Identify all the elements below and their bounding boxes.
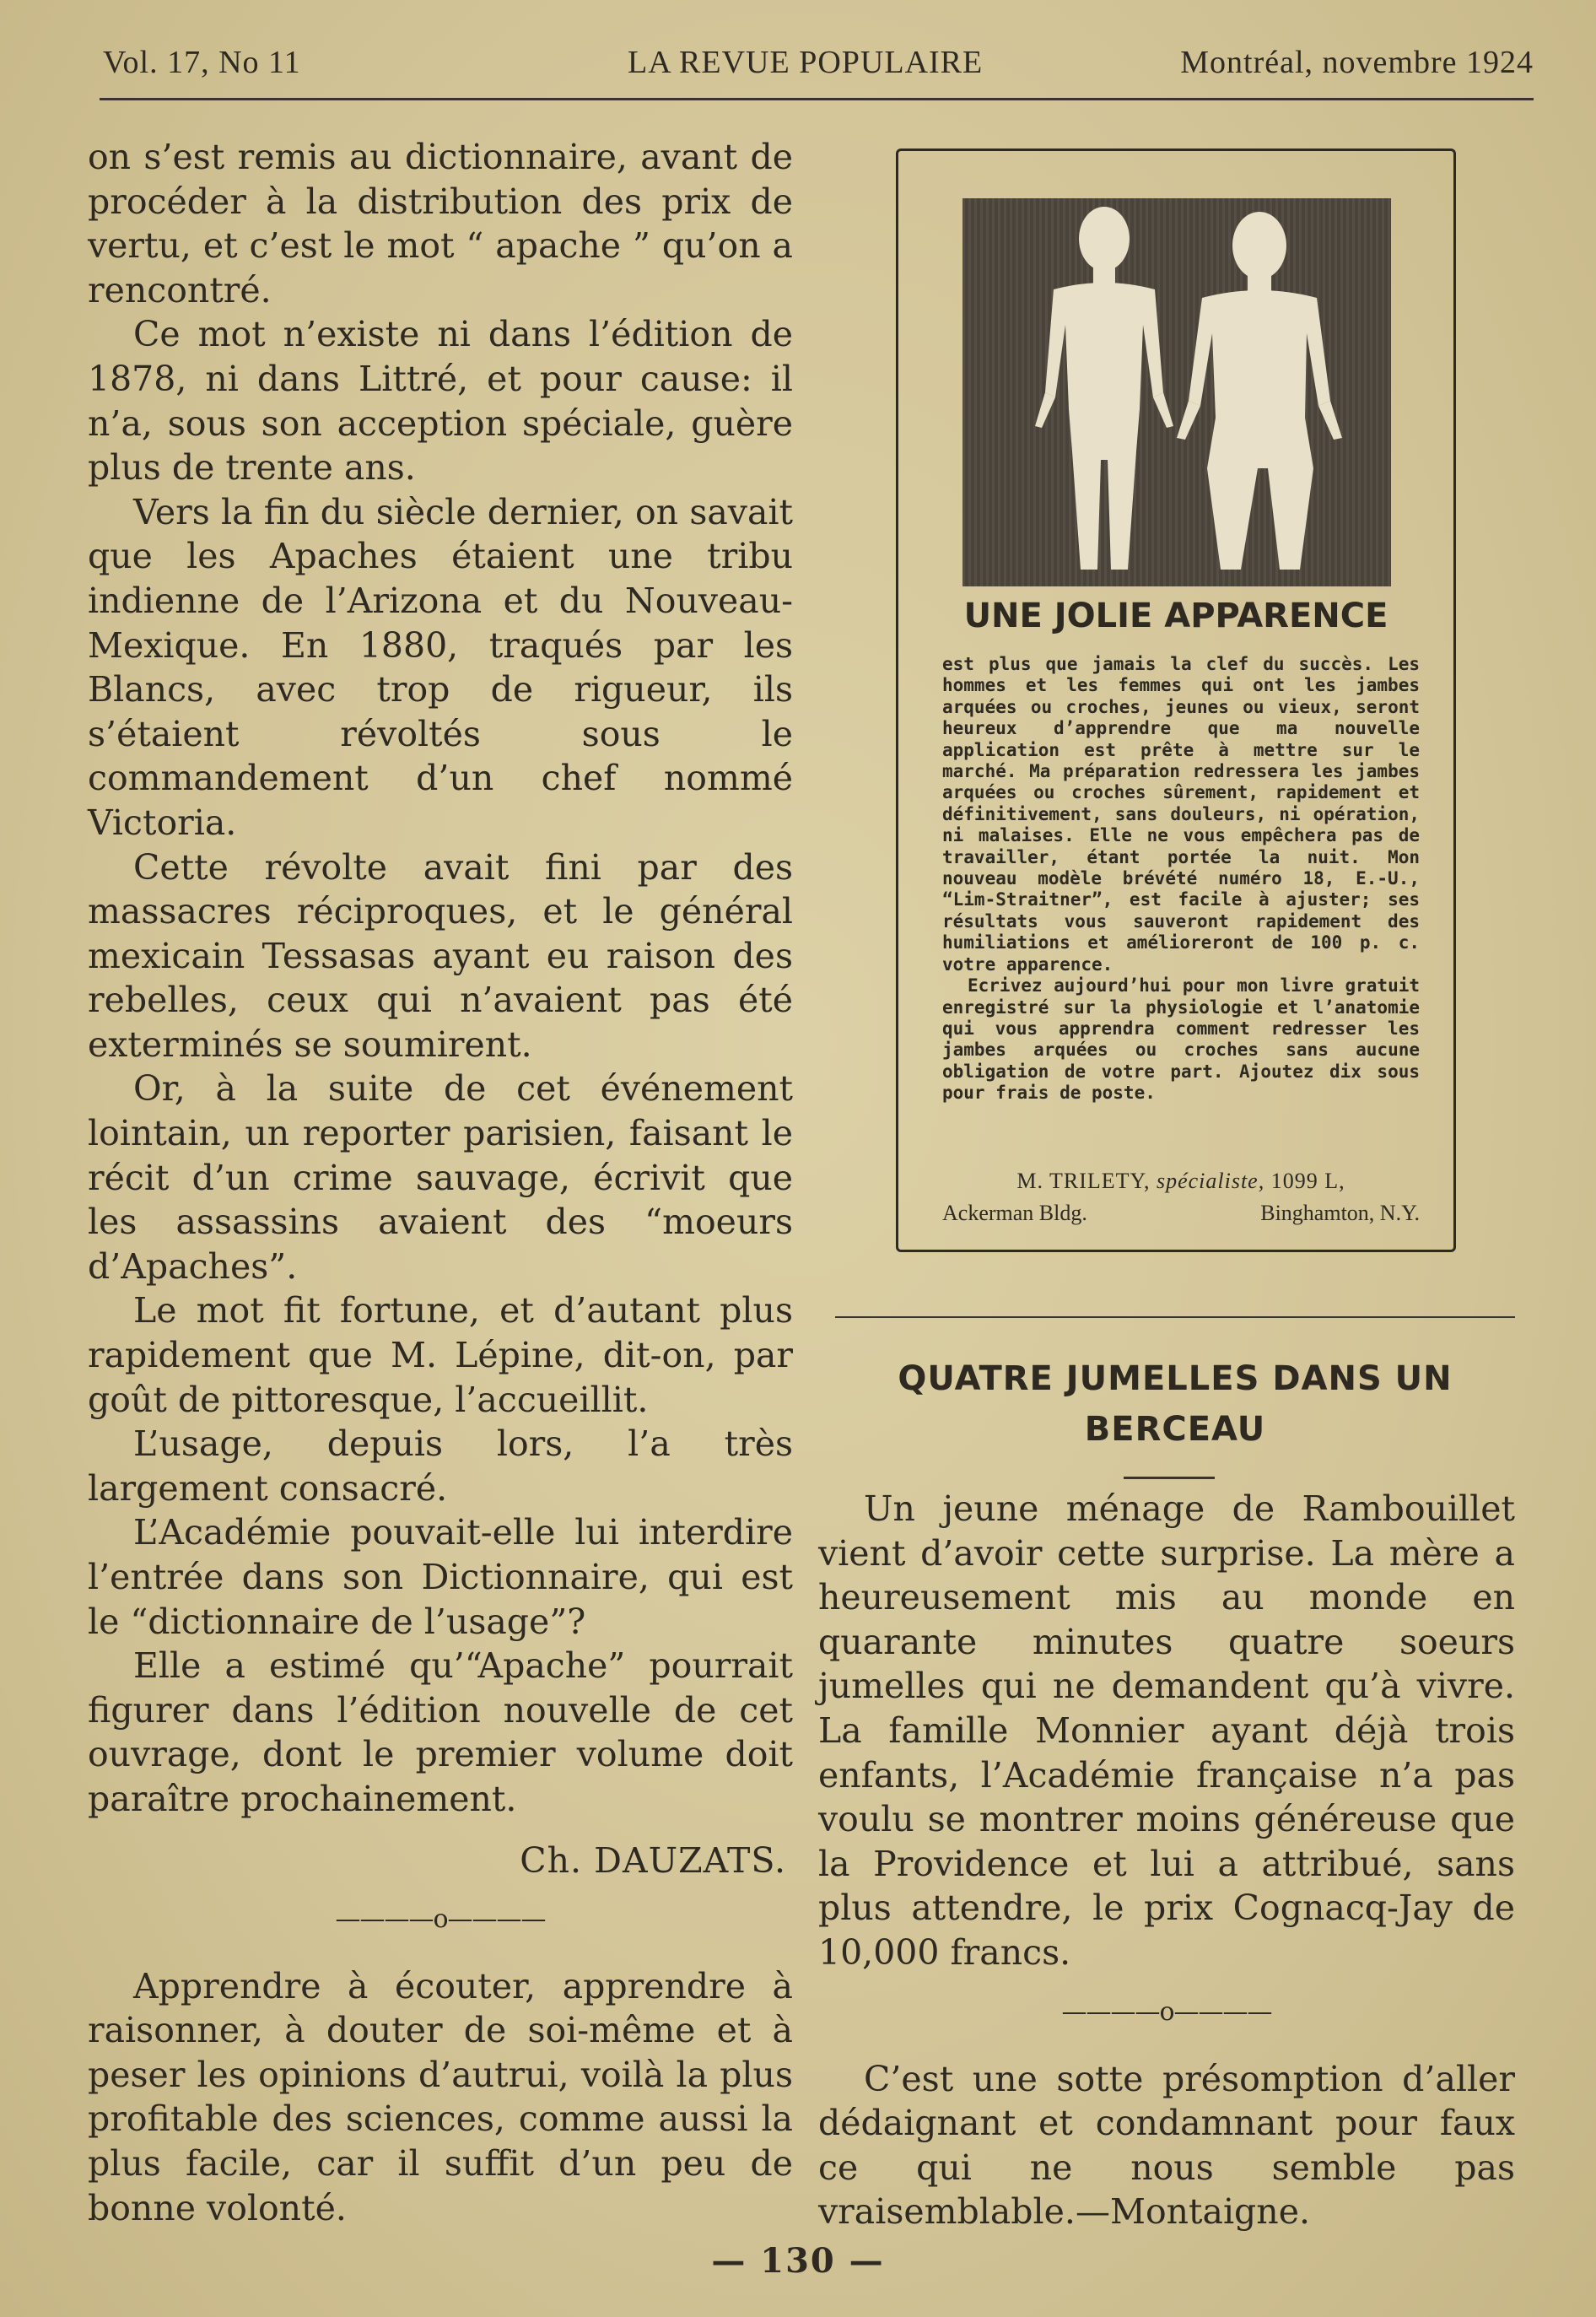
article-headline — [835, 1353, 1515, 1455]
paragraph: L’usage, depuis lors, l’a très largement consacré. — [88, 1423, 793, 1509]
publication-title: LA REVUE POPULAIRE — [628, 45, 984, 80]
advertisement-box — [896, 149, 1456, 1252]
left-figure — [1035, 207, 1173, 570]
paragraph: on s’est remis au dictionnaire, avant de procéder à la distribution des prix de vertu, et c’est le mot “ apache ” qu’on a rencontré. — [88, 137, 793, 311]
page-number: — 130 — — [711, 2241, 885, 2281]
right-column — [818, 1487, 1515, 2234]
separator: ————o———— — [1061, 1996, 1272, 2027]
paragraph: Vers la fin du siècle dernier, on savait que les Apaches étaient une tribu indienne de l’Arizona et du Nouveau-Mexique. En 1880, traqués par les Blancs, avec trop de rigueur, ils s’étaient révoltés sous le commandement d’un chef nommé Victoria. — [88, 491, 793, 843]
paragraph: Ce mot n’existe ni dans l’édition de 1878, ni dans Littré, et pour cause: il n’a, sous son acception spéciale, guère plus de trente ans. — [88, 314, 793, 489]
ad-title: UNE JOLIE APPARENCE — [963, 597, 1388, 635]
advertiser-role: spécialiste, — [1156, 1169, 1265, 1193]
quote-paragraph: C’est une sotte présomption d’aller dédaignant et condamnant pour faux ce qui ne nous semble pas vraisemblable.—Montaigne. — [818, 2058, 1515, 2233]
headline-rule — [1124, 1477, 1215, 1479]
paragraph: Cette révolte avait fini par des massacres réciproques, et le général mexicain Tessasas ayant eu raison des rebelles, ceux qui n’avaient pas été exterminés se soumirent. — [88, 846, 793, 1065]
advertiser-name: M. TRILETY, — [1016, 1169, 1151, 1193]
header-rule — [100, 98, 1534, 100]
advertiser-address — [942, 1201, 1420, 1226]
advertiser-line — [942, 1169, 1420, 1194]
advertiser-number: 1099 L, — [1270, 1169, 1345, 1193]
volume-number: Vol. 17, No 11 — [103, 45, 301, 80]
headline-line: QUATRE JUMELLES DANS UN — [898, 1359, 1453, 1398]
right-figure — [1177, 212, 1342, 570]
author-signature: Ch. DAUZATS. — [520, 1839, 786, 1881]
paragraph: Or, à la suite de cet événement lointain, un reporter parisien, faisant le récit d’un crime sauvage, écrivit que les assassins avaient des “moeurs d’Apaches”. — [88, 1068, 793, 1287]
paragraph: Elle a estimé qu’“Apache” pourrait figurer dans l’édition nouvelle de cet ouvrage, dont le premier volume doit paraître prochainement. — [88, 1645, 793, 1819]
section-rule — [835, 1316, 1515, 1318]
ad-paragraph: est plus que jamais la clef du succès. Les hommes et les femmes qui ont les jambes arquées ou croches, jeunes ou vieux, seront heureux d’apprendre que ma nouvelle application est prête à mettre sur le marché. Ma préparation redressera les jambes arquées ou croches sûrement, rapidement et définitivement, sans douleurs, ni opération, ni malaises. Elle ne vous empêchera pas de travailler, étant portée la nuit. Mon nouveau modèle brévété numéro 18, E.-U., “Lim-Straitner”, est facile à ajuster; ses résultats vous sauveront rapidement des humiliations et amélioreront de 100 p. c. votre apparence. — [942, 654, 1420, 975]
paragraph: Le mot fit fortune, et d’autant plus rapidement que M. Lépine, dit-on, par goût de pittoresque, l’accueillit. — [88, 1290, 793, 1420]
advertiser-building: Ackerman Bldg. — [942, 1201, 1087, 1225]
ad-body — [942, 654, 1420, 1104]
advertiser-city: Binghamton, N.Y. — [1260, 1201, 1420, 1225]
place-date: Montréal, novembre 1924 — [1180, 45, 1534, 80]
separator: ————o———— — [335, 1904, 546, 1934]
paragraph: L’Académie pouvait-elle lui interdire l’entrée dans son Dictionnaire, qui est le “dictionnaire de l’usage”? — [88, 1512, 793, 1642]
running-header — [100, 44, 1534, 95]
ad-paragraph: Ecrivez aujourd’hui pour mon livre gratuit enregistré sur la physiologie et l’anatomie qui vous apprendra comment redresser les jambes arquées ou croches sans aucune obligation de votre part. Ajoutez dix sous pour frais de poste. — [942, 975, 1420, 1104]
article-body: Un jeune ménage de Rambouillet vient d’avoir cette surprise. La mère a heureusement mis au monde en quarante minutes quatre soeurs jumelles qui ne demandent qu’à vivre. La famille Monnier ayant déjà trois enfants, l’Académie française n’a pas voulu se montrer moins généreuse que la Providence et lui a attribué, sans plus attendre, le prix Cognacq-Jay de 10,000 francs. — [818, 1488, 1515, 1973]
ad-illustration — [962, 198, 1391, 586]
quote-paragraph: Apprendre à écouter, apprendre à raisonner, à douter de soi-même et à peser les opinions d’autrui, voilà la plus profitable des sciences, comme aussi la plus facile, car il suffit d’un peu de bonne volonté. — [88, 1965, 793, 2228]
left-column — [88, 135, 793, 2230]
headline-line: BERCEAU — [1084, 1410, 1266, 1449]
two-figures-illustration — [962, 198, 1391, 586]
